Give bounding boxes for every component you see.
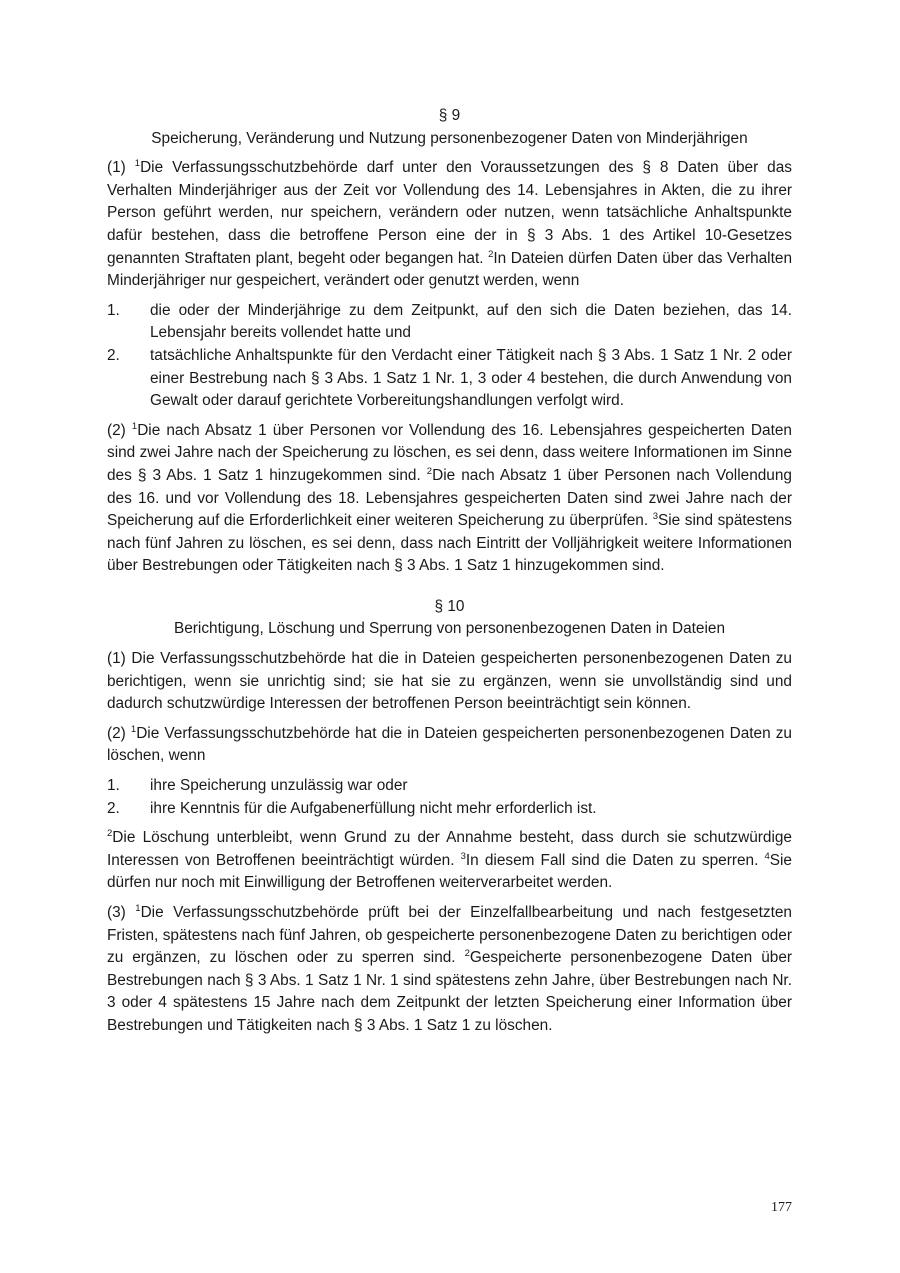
section-9-title: Speicherung, Veränderung und Nutzung personenbezogener Daten von Minderjährigen: [151, 129, 748, 147]
list-item: 1. ihre Speicherung unzulässig war oder: [107, 777, 408, 795]
section-9-paragraph-1: (1) $^1$Die Verfassungsschutzbehörde darf unter den Voraussetzungen des § 8 Daten über das Verhalten Minderjähriger aus der Zeit vor Vollendung des 14. Lebensjahres in Akten, die zu ihrer Person geführt werden, nur speichern, verändern oder nutzen, wenn tatsächliche Anhaltspunkte dafür bestehen, dass die betroffene Person eine der in § 3 Abs. 1 des Artikel 10-Gesetzes genannten Straftaten plant, begeht oder begangen hat. $^2$In Dateien dürfen Daten über das Verhalten Minderjähriger nur gespeichert, verändert oder genutzt werden, wenn: [107, 158, 793, 290]
section-10-list: [107, 775, 792, 820]
section-9-number: § 9: [438, 107, 461, 124]
section-10-paragraph-1: (1) Die Verfassungsschutzbehörde hat die in Dateien gespeicherten personenbezogenen Daten zu berichtigen, wenn sie unrichtig sind; sie hat sie zu ergänzen, wenn sie unvollständig sind und dadurch schutzwürdige Interessen der betroffenen Person beeinträchtigt sein können.: [107, 650, 792, 713]
section-9-list: [107, 300, 792, 413]
section-10-paragraph-2-continued: $^2$Die Löschung unterbleibt, wenn Grund zu der Annahme besteht, dass durch sie schutzwürdige Interessen von Betroffenen beeinträchtigt würden. $^3$In diesem Fall sind die Daten zu sperren. $^4$Sie dürfen nur noch mit Einwilligung der Betroffenen weiterverarbeitet werden.: [107, 828, 792, 892]
section-10-number: § 10: [434, 597, 465, 615]
document-page: [107, 105, 792, 1045]
section-10-title: Berichtigung, Löschung und Sperrung von personenbezogenen Daten in Dateien: [173, 620, 726, 638]
page-number: 177: [771, 1200, 792, 1215]
list-item: 2. ihre Kenntnis für die Aufgabenerfüllung nicht mehr erforderlich ist.: [107, 799, 597, 817]
section-9-paragraph-2: (2) $^1$Die nach Absatz 1 über Personen vor Vollendung des 16. Lebensjahres gespeicherten Daten sind zwei Jahre nach der Speicherung zu löschen, es sei denn, dass weitere Informationen im Sinne des § 3 Abs. 1 Satz 1 hinzugekommen sind. $^2$Die nach Absatz 1 über Personen nach Vollendung des 16. und vor Vollendung des 18. Lebensjahres gespeicherten Daten sind zwei Jahre nach der Speicherung auf die Erforderlichkeit einer weiteren Speicherung zu überprüfen. $^3$Sie sind spätestens nach fünf Jahren zu löschen, es sei denn, dass nach Eintritt der Volljährigkeit weitere Informationen über Bestrebungen oder Tätigkeiten nach § 3 Abs. 1 Satz 1 hinzugekommen sind.: [107, 420, 793, 575]
list-item: 2. tatsächliche Anhaltspunkte für den Verdacht einer Tätigkeit nach § 3 Abs. 1 Satz 1 Nr. 2 oder einer Bestrebung nach § 3 Abs. 1 Satz 1 Nr. 1, 3 oder 4 bestehen, die durch Anwendung von Gewalt oder darauf gerichtete Vorbereitungshandlungen verfolgt wird.: [107, 346, 792, 410]
list-item: 1. die oder der Minderjährige zu dem Zeitpunkt, auf den sich die Daten beziehen, das 14. Lebensjahr bereits vollendet hatte und: [107, 301, 792, 342]
section-10-paragraph-2: (2) $^1$Die Verfassungsschutzbehörde hat die in Dateien gespeicherten personenbezogenen Daten zu löschen, wenn: [107, 723, 792, 765]
section-10-paragraph-3: (3) $^1$Die Verfassungsschutzbehörde prüft bei der Einzelfallbearbeitung und nach festgesetzten Fristen, spätestens nach fünf Jahren, ob gespeicherte personenbezogene Daten zu berichtigen oder zu ergänzen, zu löschen oder zu sperren sind. $^2$Gespeicherte personenbezogene Daten über Bestrebungen nach § 3 Abs. 1 Satz 1 Nr. 1 sind spätestens zehn Jahre, über Bestrebungen nach Nr. 3 oder 4 spätestens 15 Jahre nach dem Zeitpunkt der letzten Speicherung einer Information über Bestrebungen und Tätigkeiten nach § 3 Abs. 1 Satz 1 zu löschen.: [107, 903, 793, 1034]
